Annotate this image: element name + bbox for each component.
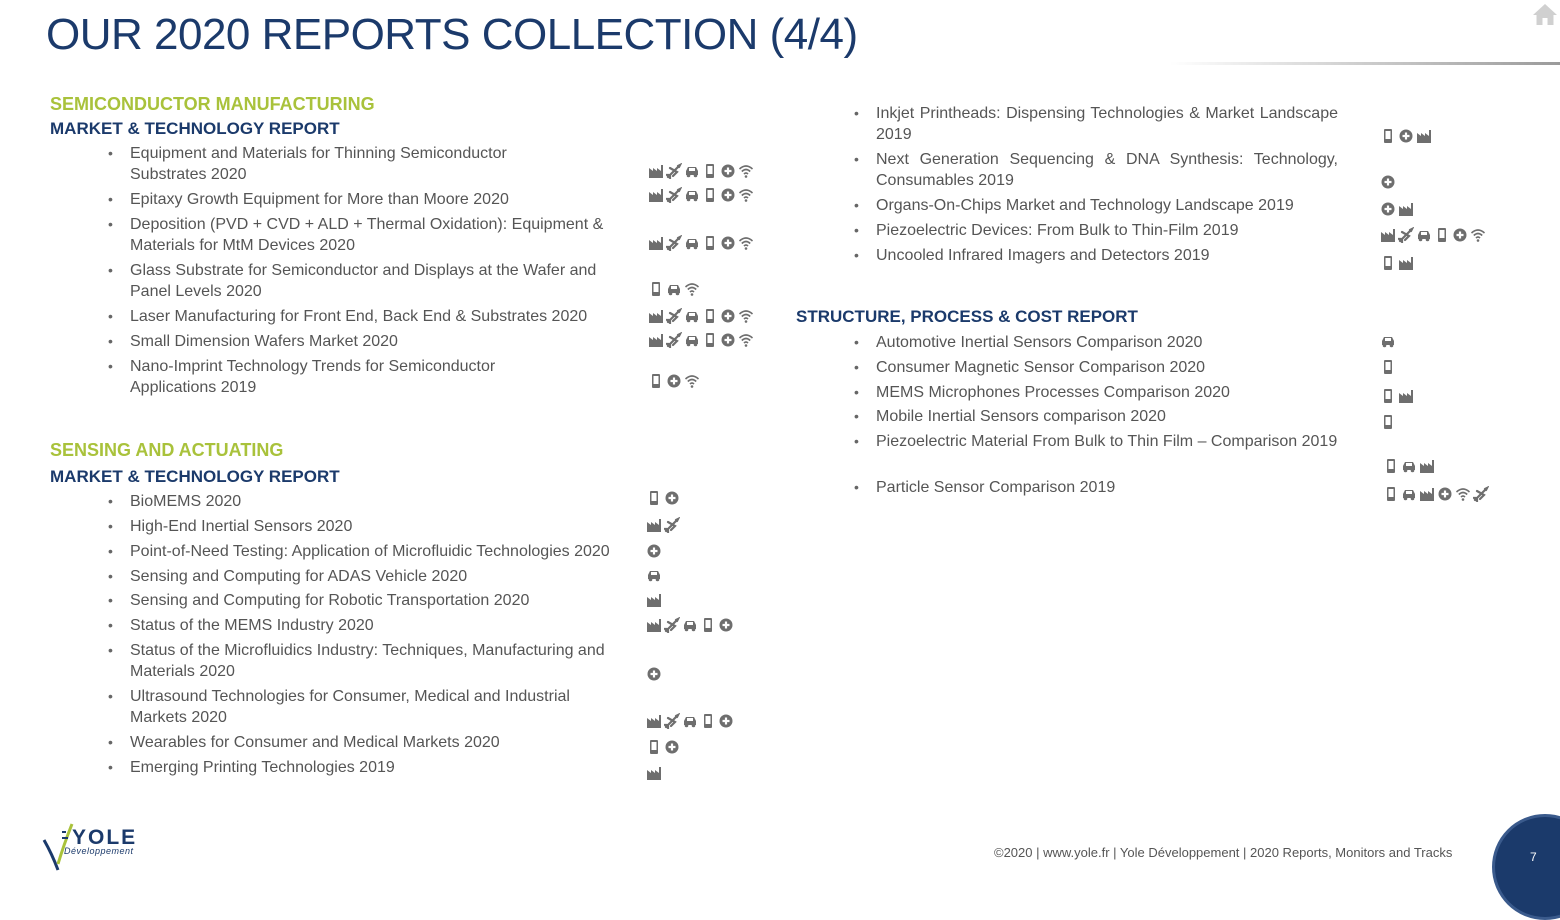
- mobile-icon: [1380, 128, 1396, 144]
- automotive-icon: [684, 187, 700, 203]
- industrial-icon: [1416, 128, 1432, 144]
- mobile-icon: [648, 373, 664, 389]
- list-item: • Equipment and Materials for Thinning Semiconductor Substrates 2020: [130, 143, 560, 185]
- mobile-icon: [646, 490, 662, 506]
- sensing-heading: SENSING AND ACTUATING: [50, 440, 284, 460]
- list-item: • Laser Manufacturing for Front End, Back End & Substrates 2020: [130, 306, 630, 327]
- mobile-icon: [1380, 255, 1396, 271]
- automotive-icon: [684, 332, 700, 348]
- structure-heading: STRUCTURE, PROCESS & COST REPORT: [796, 307, 1138, 326]
- aerospace-icon: [664, 617, 680, 633]
- medical-icon: [718, 713, 734, 729]
- aerospace-icon: [666, 187, 682, 203]
- market-icons: [646, 739, 680, 755]
- market-icons: [1380, 128, 1432, 144]
- automotive-icon: [1401, 486, 1417, 502]
- mobile-icon: [648, 281, 664, 297]
- industrial-icon: [648, 332, 664, 348]
- list-item: • Automotive Inertial Sensors Comparison 2020: [876, 332, 1338, 353]
- mobile-icon: [646, 739, 662, 755]
- market-icons: [648, 163, 754, 179]
- list-item: • Small Dimension Wafers Market 2020: [130, 331, 630, 352]
- list-item: • Consumer Magnetic Sensor Comparison 2020: [876, 357, 1338, 378]
- market-icons: [648, 332, 754, 348]
- page-number-badge: [1492, 814, 1560, 920]
- list-item: • Point-of-Need Testing: Application of Microfluidic Technologies 2020: [130, 541, 640, 562]
- list-item: • Status of the Microfluidics Industry: Techniques, Manufacturing and Materials 2020: [130, 640, 625, 682]
- market-icons: [646, 617, 734, 633]
- market-icons: [1383, 486, 1489, 502]
- mobile-icon: [702, 163, 718, 179]
- industrial-icon: [646, 617, 662, 633]
- automotive-icon: [1380, 333, 1396, 349]
- telecom-icon: [684, 373, 700, 389]
- industrial-icon: [646, 592, 662, 608]
- list-item: • Wearables for Consumer and Medical Markets 2020: [130, 732, 630, 753]
- market-icons: [648, 235, 754, 251]
- market-icons: [1380, 359, 1396, 375]
- automotive-icon: [684, 308, 700, 324]
- list-item: • Next Generation Sequencing & DNA Synthesis: Technology, Consumables 2019: [876, 149, 1338, 191]
- list-item: • Piezoelectric Devices: From Bulk to Thin-Film 2019: [876, 220, 1338, 241]
- market-icons: [646, 543, 662, 559]
- mobile-icon: [1380, 414, 1396, 430]
- telecom-icon: [738, 308, 754, 324]
- industrial-icon: [646, 713, 662, 729]
- list-item: • Epitaxy Growth Equipment for More than Moore 2020: [130, 189, 630, 210]
- industrial-icon: [1398, 388, 1414, 404]
- automotive-icon: [684, 163, 700, 179]
- telecom-icon: [738, 187, 754, 203]
- market-icons: [646, 490, 680, 506]
- medical-icon: [720, 332, 736, 348]
- medical-icon: [1380, 174, 1396, 190]
- mobile-icon: [702, 235, 718, 251]
- telecom-icon: [1455, 486, 1471, 502]
- medical-icon: [720, 187, 736, 203]
- automotive-icon: [646, 567, 662, 583]
- list-item: • Status of the MEMS Industry 2020: [130, 615, 630, 636]
- sensing-subheading: MARKET & TECHNOLOGY REPORT: [50, 467, 340, 486]
- list-item: • Mobile Inertial Sensors comparison 2020: [876, 406, 1338, 427]
- logo-name: YOLE: [72, 826, 138, 849]
- telecom-icon: [1470, 227, 1486, 243]
- medical-icon: [718, 617, 734, 633]
- market-icons: [1380, 414, 1396, 430]
- market-icons: [648, 281, 700, 297]
- market-icons: [646, 666, 662, 682]
- industrial-icon: [1380, 227, 1396, 243]
- list-item: • Particle Sensor Comparison 2019: [876, 477, 1338, 498]
- medical-icon: [1452, 227, 1468, 243]
- industrial-icon: [646, 765, 662, 781]
- mobile-icon: [1434, 227, 1450, 243]
- market-icons: [1380, 255, 1414, 271]
- automotive-icon: [1401, 458, 1417, 474]
- market-icons: [648, 308, 754, 324]
- aerospace-icon: [666, 308, 682, 324]
- automotive-icon: [684, 235, 700, 251]
- industrial-icon: [1398, 201, 1414, 217]
- telecom-icon: [738, 235, 754, 251]
- mobile-icon: [1380, 388, 1396, 404]
- mobile-icon: [702, 308, 718, 324]
- mobile-icon: [1383, 458, 1399, 474]
- footer-text: ©2020 | www.yole.fr | Yole Développement | 2020 Reports, Monitors and Tracks: [994, 845, 1453, 860]
- automotive-icon: [682, 617, 698, 633]
- semiconductor-heading: SEMICONDUCTOR MANUFACTURING: [50, 94, 375, 114]
- market-icons: [646, 517, 680, 533]
- list-item: • Sensing and Computing for Robotic Transportation 2020: [130, 590, 630, 611]
- list-item: • Nano-Imprint Technology Trends for Semiconductor Applications 2019: [130, 356, 560, 398]
- industrial-icon: [1419, 458, 1435, 474]
- list-item: • Uncooled Infrared Imagers and Detectors 2019: [876, 245, 1338, 266]
- mobile-icon: [700, 713, 716, 729]
- market-icons: [1380, 201, 1414, 217]
- title-divider: [1170, 62, 1560, 65]
- list-item: • Sensing and Computing for ADAS Vehicle 2020: [130, 566, 630, 587]
- aerospace-icon: [666, 332, 682, 348]
- market-icons: [646, 765, 662, 781]
- market-icons: [1380, 227, 1486, 243]
- medical-icon: [1437, 486, 1453, 502]
- medical-icon: [646, 543, 662, 559]
- mobile-icon: [702, 187, 718, 203]
- industrial-icon: [648, 235, 664, 251]
- medical-icon: [664, 490, 680, 506]
- market-icons: [646, 592, 662, 608]
- aerospace-icon: [1473, 486, 1489, 502]
- list-item: • Organs-On-Chips Market and Technology Landscape 2019: [876, 195, 1338, 216]
- telecom-icon: [738, 163, 754, 179]
- list-item: • Inkjet Printheads: Dispensing Technologies & Market Landscape 2019: [876, 103, 1338, 145]
- industrial-icon: [646, 517, 662, 533]
- market-icons: [646, 713, 734, 729]
- industrial-icon: [1398, 255, 1414, 271]
- medical-icon: [666, 373, 682, 389]
- page-title: OUR 2020 REPORTS COLLECTION (4/4): [46, 10, 858, 59]
- aerospace-icon: [1398, 227, 1414, 243]
- list-item: • High-End Inertial Sensors 2020: [130, 516, 630, 537]
- telecom-icon: [738, 332, 754, 348]
- medical-icon: [664, 739, 680, 755]
- medical-icon: [720, 235, 736, 251]
- market-icons: [1380, 388, 1414, 404]
- list-item: • MEMS Microphones Processes Comparison 2020: [876, 382, 1338, 403]
- market-icons: [1383, 458, 1435, 474]
- semiconductor-subheading: MARKET & TECHNOLOGY REPORT: [50, 119, 340, 138]
- list-item: • Deposition (PVD + CVD + ALD + Thermal Oxidation): Equipment & Materials for MtM Devices 2020: [130, 214, 638, 256]
- logo-subtitle: Développement: [64, 846, 134, 856]
- aerospace-icon: [666, 235, 682, 251]
- telecom-icon: [684, 281, 700, 297]
- industrial-icon: [648, 308, 664, 324]
- medical-icon: [1398, 128, 1414, 144]
- aerospace-icon: [664, 517, 680, 533]
- industrial-icon: [648, 187, 664, 203]
- list-item: • BioMEMS 2020: [130, 491, 630, 512]
- market-icons: [1380, 174, 1396, 190]
- market-icons: [1380, 333, 1396, 349]
- aerospace-icon: [664, 713, 680, 729]
- list-item: • Emerging Printing Technologies 2019: [130, 757, 630, 778]
- industrial-icon: [648, 163, 664, 179]
- industrial-icon: [1419, 486, 1435, 502]
- mobile-icon: [702, 332, 718, 348]
- medical-icon: [646, 666, 662, 682]
- medical-icon: [1380, 201, 1396, 217]
- list-item: • Glass Substrate for Semiconductor and Displays at the Wafer and Panel Levels 2020: [130, 260, 620, 302]
- automotive-icon: [1416, 227, 1432, 243]
- mobile-icon: [1383, 486, 1399, 502]
- list-item: • Piezoelectric Material From Bulk to Thin Film – Comparison 2019: [876, 431, 1338, 452]
- home-icon[interactable]: [1532, 2, 1558, 26]
- automotive-icon: [666, 281, 682, 297]
- market-icons: [648, 373, 700, 389]
- medical-icon: [720, 308, 736, 324]
- market-icons: [646, 567, 662, 583]
- aerospace-icon: [666, 163, 682, 179]
- mobile-icon: [1380, 359, 1396, 375]
- automotive-icon: [682, 713, 698, 729]
- market-icons: [648, 187, 754, 203]
- page-number: 7: [1530, 850, 1537, 864]
- medical-icon: [720, 163, 736, 179]
- mobile-icon: [700, 617, 716, 633]
- list-item: • Ultrasound Technologies for Consumer, Medical and Industrial Markets 2020: [130, 686, 600, 728]
